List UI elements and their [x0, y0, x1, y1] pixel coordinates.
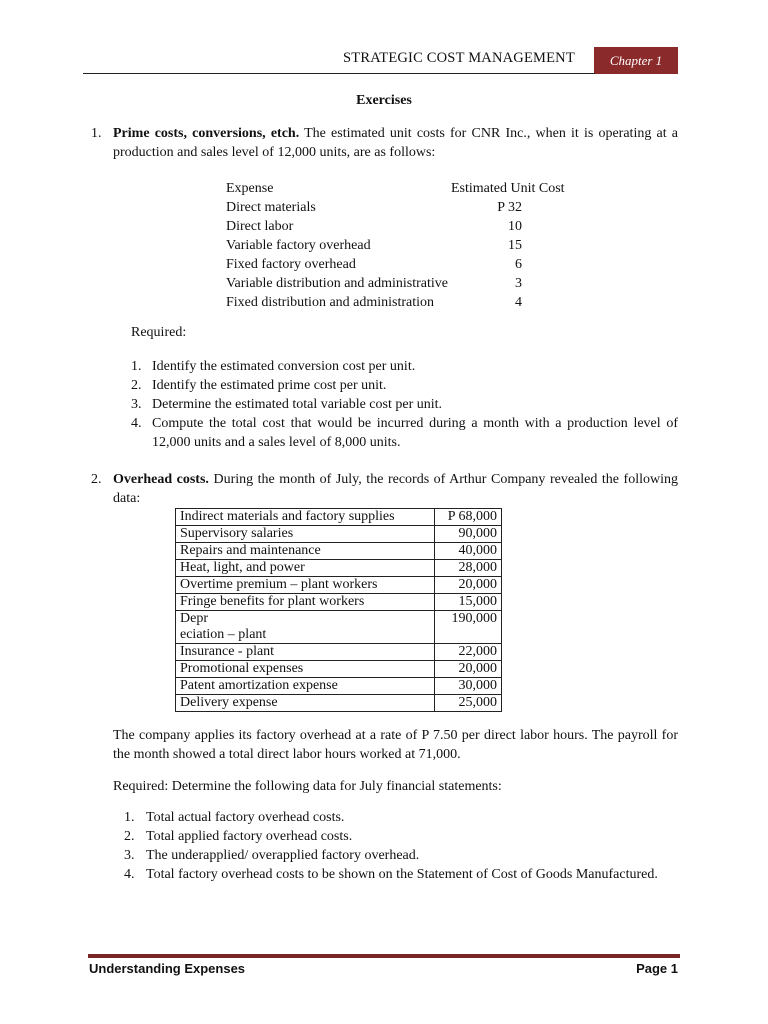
- table-cell-label: Insurance - plant: [176, 644, 435, 661]
- exercise-1-intro: [91, 124, 678, 162]
- table-cell-value: 20,000: [435, 577, 502, 594]
- table-cell-value: P 68,000: [435, 509, 502, 526]
- table-cell-label: Overtime premium – plant workers: [176, 577, 435, 594]
- list-item-number: 2.: [124, 829, 135, 844]
- expense-row-label: Variable factory overhead: [226, 238, 371, 253]
- list-item: [131, 376, 678, 395]
- exercise-2-intro: [91, 470, 678, 508]
- exercise-2-number: 2.: [91, 472, 102, 487]
- expense-row-value: 4: [515, 295, 522, 310]
- exercise-2-required-list: [124, 808, 678, 884]
- expense-row: [226, 295, 522, 314]
- table-row: [176, 560, 502, 577]
- table-row: [176, 678, 502, 695]
- table-cell-value: 28,000: [435, 560, 502, 577]
- list-item-text: Total factory overhead costs to be shown on the Statement of Cost of Goods Manufactured.: [146, 867, 658, 882]
- table-row: [176, 594, 502, 611]
- table-row: [176, 644, 502, 661]
- table-row: [176, 526, 502, 543]
- expense-row-label: Variable distribution and administrative: [226, 276, 449, 291]
- expense-row-label: Direct labor: [226, 219, 294, 234]
- list-item-text: Determine the estimated total variable cost per unit.: [152, 397, 443, 412]
- list-item-text: Identify the estimated conversion cost per unit.: [152, 359, 416, 374]
- expense-header-label: Expense: [226, 181, 274, 196]
- footer-title: Understanding Expenses: [89, 961, 246, 976]
- table-row: [176, 661, 502, 678]
- table-row: [176, 509, 502, 526]
- list-item-text: Total actual factory overhead costs.: [146, 810, 345, 825]
- list-item: [124, 827, 678, 846]
- table-row: [176, 695, 502, 712]
- overhead-table: [175, 508, 502, 712]
- table-cell-value: 20,000: [435, 661, 502, 678]
- table-cell-value: 15,000: [435, 594, 502, 611]
- expense-row: [226, 200, 522, 219]
- list-item-number: 3.: [124, 848, 135, 863]
- list-item-text: Identify the estimated prime cost per unit.: [152, 378, 387, 393]
- exercise-2-required-text: Required: Determine the following data for July financial statements:: [113, 779, 502, 794]
- footer-rule: [88, 954, 680, 958]
- table-cell-label: Heat, light, and power: [176, 560, 435, 577]
- expense-row: [226, 276, 522, 295]
- list-item: [124, 808, 678, 827]
- table-cell-label: Indirect materials and factory supplies: [176, 509, 435, 526]
- table-cell-value: 40,000: [435, 543, 502, 560]
- expense-row-value: 3: [515, 276, 522, 291]
- expense-row-label: Direct materials: [226, 200, 316, 215]
- page-title: Exercises: [356, 93, 412, 108]
- table-cell-label: Fringe benefits for plant workers: [176, 594, 435, 611]
- table-cell-value: 30,000: [435, 678, 502, 695]
- list-item: [124, 865, 678, 884]
- expense-row: [226, 238, 522, 257]
- table-cell-label: [176, 611, 435, 644]
- exercise-1-number: 1.: [91, 126, 102, 141]
- table-cell-label: Delivery expense: [176, 695, 435, 712]
- table-cell-value: 190,000: [435, 611, 502, 644]
- table-row: [176, 611, 502, 644]
- table-cell-label: Patent amortization expense: [176, 678, 435, 695]
- list-item: [124, 846, 678, 865]
- expense-header-value: Estimated Unit Cost: [451, 181, 565, 196]
- overhead-rate-text: The company applies its factory overhead at a rate of P 7.50 per direct labor hours. The payroll for the month showed a total direct labor hours worked at 71,000.: [113, 728, 678, 762]
- table-row: [176, 543, 502, 560]
- expense-row-label: Fixed distribution and administration: [226, 295, 435, 310]
- table-cell-label-line: Depr: [180, 611, 208, 626]
- list-item-number: 4.: [131, 416, 142, 431]
- list-item-number: 1.: [131, 359, 142, 374]
- list-item: [131, 395, 678, 414]
- header-title: STRATEGIC COST MANAGEMENT: [343, 50, 575, 66]
- table-row: [176, 577, 502, 594]
- table-cell-label: Repairs and maintenance: [176, 543, 435, 560]
- list-item-number: 1.: [124, 810, 135, 825]
- list-item-text: Compute the total cost that would be incurred during a month with a production level of 12,000 units and a sales level of 8,000 units.: [152, 416, 678, 450]
- expense-row: [226, 257, 522, 276]
- table-cell-label: Supervisory salaries: [176, 526, 435, 543]
- table-cell-value: 90,000: [435, 526, 502, 543]
- list-item-text: The underapplied/ overapplied factory overhead.: [146, 848, 420, 863]
- exercise-1-required-list: [131, 357, 678, 452]
- header-rule: [83, 73, 595, 74]
- exercise-2-text: During the month of July, the records of Arthur Company revealed the following data:: [113, 472, 678, 506]
- list-item-number: 4.: [124, 867, 135, 882]
- table-cell-label-line: eciation – plant: [180, 627, 267, 642]
- list-item-text: Total applied factory overhead costs.: [146, 829, 353, 844]
- list-item: [131, 357, 678, 376]
- expense-row-value: P 32: [497, 200, 522, 215]
- expense-row-label: Fixed factory overhead: [226, 257, 356, 272]
- exercise-2-title: Overhead costs.: [113, 472, 209, 487]
- table-cell-label: Promotional expenses: [176, 661, 435, 678]
- exercise-1-text: The estimated unit costs for CNR Inc., when it is operating at a production and sales level of 12,000 units, are as follows:: [113, 126, 678, 160]
- table-cell-value: 22,000: [435, 644, 502, 661]
- list-item-number: 2.: [131, 378, 142, 393]
- table-cell-value: 25,000: [435, 695, 502, 712]
- required-label: Required:: [131, 325, 187, 340]
- page-number: Page 1: [636, 961, 678, 976]
- expense-row-value: 10: [508, 219, 522, 234]
- expense-row-value: 6: [515, 257, 522, 272]
- expense-row: [226, 219, 522, 238]
- chapter-badge: Chapter 1: [594, 47, 678, 74]
- expense-row-value: 15: [508, 238, 522, 253]
- list-item-number: 3.: [131, 397, 142, 412]
- exercise-1-title: Prime costs, conversions, etch.: [113, 126, 300, 141]
- list-item: [131, 414, 678, 452]
